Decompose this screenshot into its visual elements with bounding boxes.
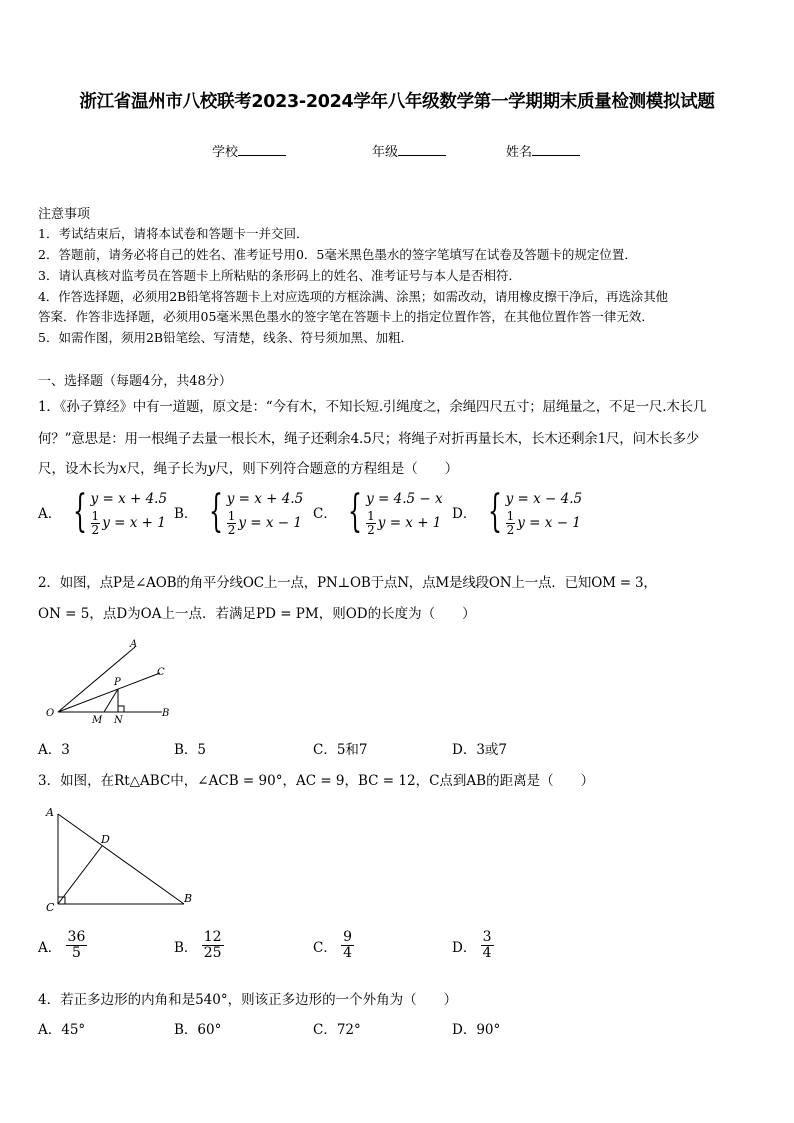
notice-item: 答案．作答非选择题，必须用05毫米黑色墨水的签字笔在答题卡上的指定位置作答，在其他位置作答一律无效．: [38, 309, 654, 324]
q1-text: 尺，则下列符合题意的方程组是（ ）: [215, 461, 459, 477]
equation-system: [341, 488, 443, 536]
brace-icon: {: [487, 486, 502, 538]
var-x: x: [119, 461, 127, 477]
question-2-line: ON = 5，点D为OA上一点．若满足PD = PM，则OD的长度为（ ）: [38, 606, 476, 622]
notice-item: 4．作答选择题，必须用2B铅笔将答题卡上对应选项的方框涂满、涂黑；如需改动，请用橡皮擦干净后，再选涂其他: [38, 289, 668, 304]
var-y: y: [207, 461, 216, 477]
fraction: 1 2: [506, 509, 515, 537]
label-P: P: [114, 677, 121, 688]
name-blank: [532, 143, 580, 156]
side-ab: [58, 814, 184, 904]
option-label: A．: [38, 939, 62, 956]
q4-option-c[interactable]: C．72°: [313, 1022, 361, 1038]
q2-option-d[interactable]: D．3或7: [452, 742, 508, 758]
grade-blank: [398, 143, 446, 156]
option-label: D．: [452, 506, 477, 523]
question-3-line: 3．如图，在Rt△ABC中，∠ACB = 90°，AC = 9，BC = 12，C点到AB的距离是（ ）: [38, 773, 595, 789]
q4-option-d[interactable]: D．90°: [452, 1022, 501, 1038]
brace-icon: {: [72, 486, 87, 538]
question-4-line: 4．若正多边形的内角和是540°，则该正多边形的一个外角为（ ）: [38, 992, 458, 1008]
label-N: N: [114, 715, 123, 726]
q2-option-b[interactable]: B．5: [174, 742, 207, 758]
fraction: 1 2: [227, 509, 236, 537]
page-title: 浙江省温州市八校联考2023-2024学年八年级数学第一学期期末质量检测模拟试题: [79, 92, 715, 112]
equation: y = x − 1: [517, 515, 581, 532]
option-label: B．: [174, 506, 198, 523]
equation-system: [481, 488, 583, 536]
school-field: [212, 141, 286, 160]
equation: y = x + 1: [377, 515, 442, 532]
equation: y = x + 1: [102, 515, 166, 532]
angle-bisector-figure: [38, 635, 188, 730]
option-label: A．: [38, 506, 62, 523]
school-blank: [238, 143, 286, 156]
right-angle-mark: [118, 706, 124, 712]
q3-option-d[interactable]: [452, 930, 494, 962]
question-1-line: 1．《孙子算经》中有一道题，原文是：“今有木，不知长短.引绳度之，余绳四尺五寸；屈绳量之，不足一尺.木长几: [38, 399, 707, 415]
grade-label: 年级: [372, 145, 399, 160]
q2-option-a[interactable]: A．3: [38, 742, 70, 758]
equation: y = x + 4.5: [90, 491, 168, 507]
label-O: O: [46, 708, 55, 719]
q1-option-c[interactable]: [313, 488, 443, 536]
q2-option-c[interactable]: C．5和7: [313, 742, 368, 758]
question-1-line: [38, 457, 458, 477]
equation-system: [202, 488, 304, 536]
label-B: B: [162, 708, 170, 719]
section-heading: 一、选择题（每题4分，共48分）: [38, 374, 232, 389]
q4-option-b[interactable]: B．60°: [174, 1022, 222, 1038]
segment-pm: [104, 689, 118, 712]
notice-item: 5．如需作图，须用2B铅笔绘、写清楚，线条、符号须加黑、加粗．: [38, 330, 414, 345]
q1-option-b[interactable]: [174, 488, 303, 536]
label-D: D: [101, 833, 110, 846]
grade-field: [372, 141, 446, 160]
fraction: $\frac{36}{5}$: [67, 929, 86, 962]
option-label: C．: [313, 506, 337, 523]
option-label: C．: [313, 939, 337, 956]
q1-option-a[interactable]: [38, 488, 167, 536]
brace-icon: {: [208, 486, 223, 538]
ray-oa: [58, 647, 135, 712]
label-A: A: [130, 639, 138, 650]
equation: y = x − 1: [238, 515, 302, 532]
label-C: C: [157, 667, 165, 678]
segment-cd: [58, 846, 102, 904]
fraction: 1 2: [367, 509, 375, 537]
notice-heading: 注意事项: [38, 207, 91, 222]
ray-oc: [58, 673, 160, 712]
equation: y = x + 4.5: [226, 491, 304, 507]
q1-option-d[interactable]: [452, 488, 582, 536]
label-M: M: [92, 715, 103, 726]
label-C: C: [46, 901, 55, 914]
q3-option-b[interactable]: [174, 930, 224, 962]
equation-system: [66, 488, 168, 536]
q1-text: 尺，设木长为: [38, 461, 119, 477]
right-triangle-figure: [38, 800, 198, 915]
label-B: B: [184, 892, 193, 905]
notice-item: 2．答题前，请务必将自己的姓名、准考证号用0．5毫米黑色墨水的签字笔填写在试卷及答题卡的规定位置．: [38, 247, 637, 262]
notice-item: 3．请认真核对监考员在答题卡上所粘贴的条形码上的姓名、准考证号与本人是否相符．: [38, 268, 521, 283]
question-2-line: 2．如图，点P是∠AOB的角平分线OC上一点，PN⊥OB于点N，点M是线段ON上一点．已知OM = 3，: [38, 575, 657, 591]
q3-option-c[interactable]: [313, 930, 354, 962]
q1-text: 尺，绳子长为: [126, 461, 208, 477]
q3-option-a[interactable]: [38, 930, 87, 962]
equation: y = x − 4.5: [505, 491, 583, 507]
fraction: $\frac{12}{25}$: [203, 929, 222, 962]
notice-item: 1．考试结束后，请将本试卷和答题卡一并交回．: [38, 226, 309, 241]
name-label: 姓名: [506, 145, 533, 160]
fraction: $\frac{3}{4}$: [482, 929, 492, 962]
fraction: $\frac{9}{4}$: [343, 929, 353, 962]
name-field: [506, 141, 580, 160]
option-label: D．: [452, 939, 477, 956]
label-A: A: [46, 806, 54, 819]
question-1-line: 何？”意思是：用一根绳子去量一根长木，绳子还剩余4.5尺；将绳子对折再量长木，长木还剩余1尺，问木长多少: [38, 431, 700, 447]
brace-icon: {: [348, 486, 363, 538]
q4-option-a[interactable]: A．45°: [38, 1022, 86, 1038]
option-label: B．: [174, 939, 198, 956]
equation: y = 4.5 − x: [366, 491, 443, 507]
fraction: 1 2: [91, 509, 100, 537]
school-label: 学校: [212, 145, 239, 160]
